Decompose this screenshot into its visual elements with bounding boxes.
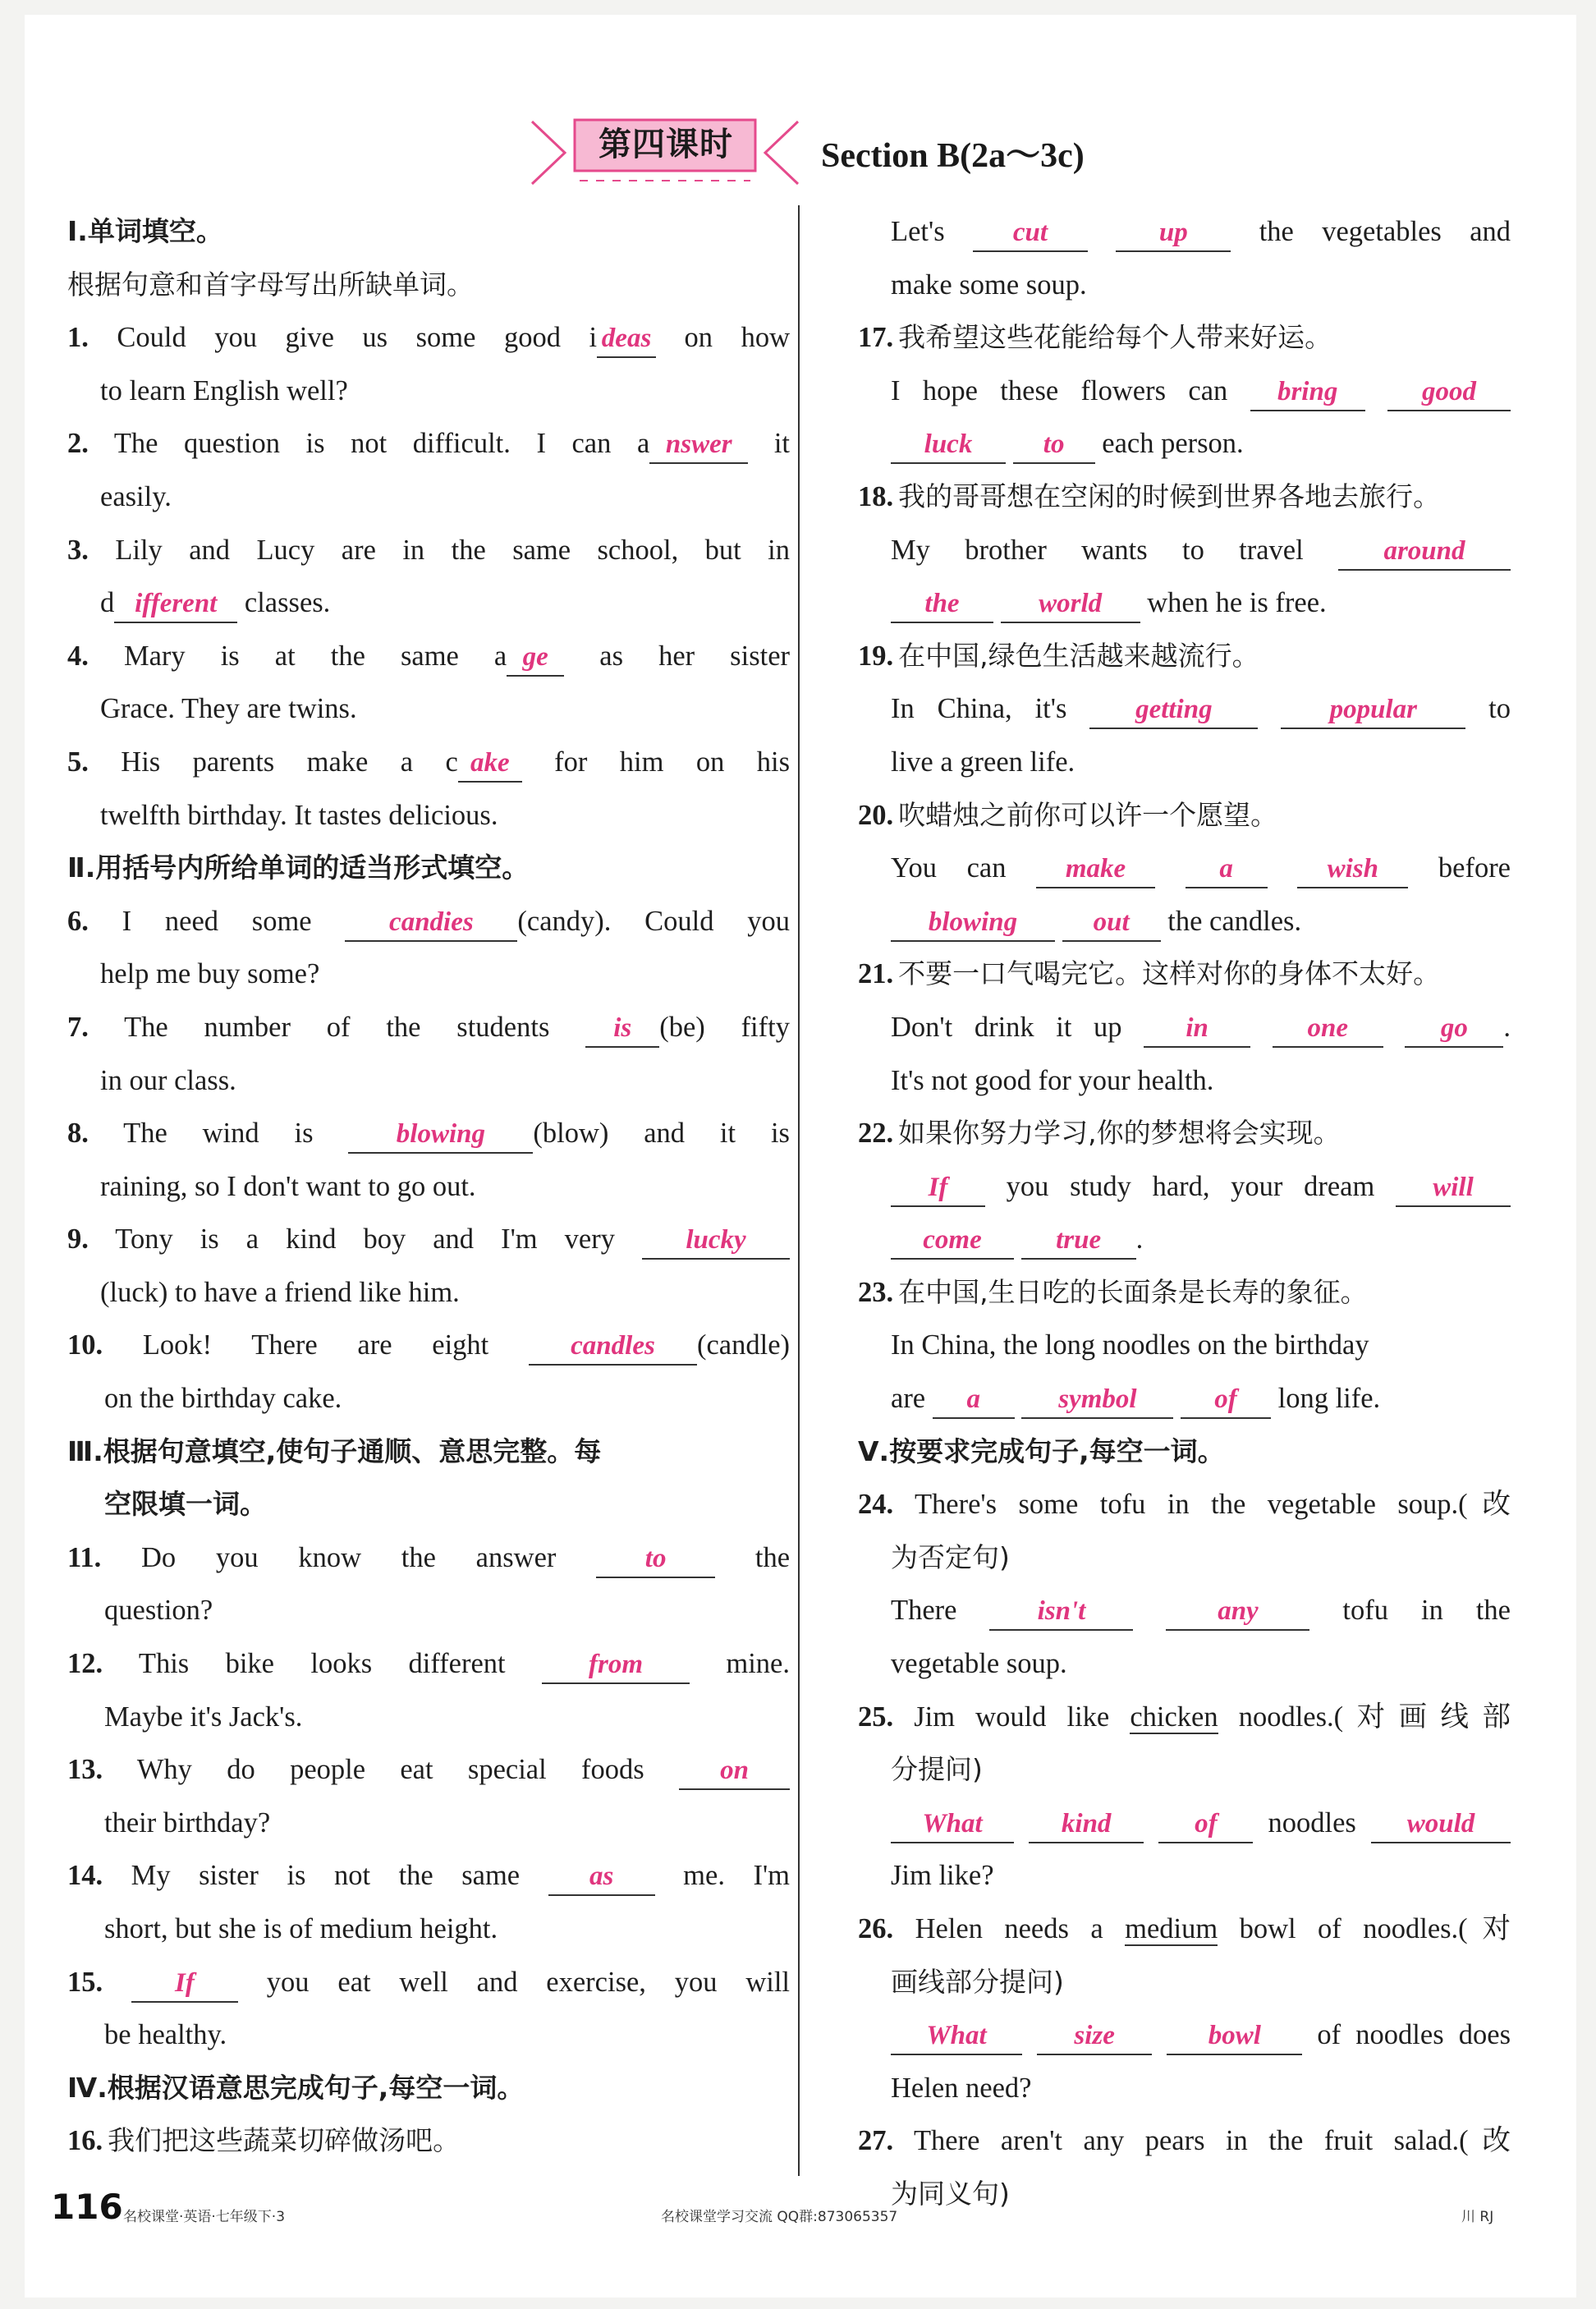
question-text: are: [891, 1383, 933, 1415]
question-item: [858, 1478, 1511, 1531]
question-text: for him on his: [521, 746, 791, 778]
question-number: 19.: [858, 640, 894, 672]
question-text: Could you give us some good i: [117, 322, 598, 354]
answer-blank[interactable]: from: [542, 1646, 690, 1684]
question-text: (blow) and it is: [533, 1118, 790, 1150]
question-number: 20.: [858, 799, 894, 831]
question-number: 26.: [858, 1913, 894, 1944]
question-text: each person.: [1094, 428, 1244, 460]
question-line: [67, 1160, 790, 1214]
question-text: classes.: [237, 587, 331, 619]
question-line: [858, 1160, 1511, 1214]
left-column: [67, 205, 790, 2168]
question-text: you eat well and exercise, you will: [237, 1966, 791, 1998]
question-number: 21.: [858, 958, 894, 990]
question-line: [67, 1584, 790, 1637]
section-heading: Ⅲ.根据句意填空,使句子通顺、意思完整。每: [67, 1435, 602, 1467]
question-text: help me buy some?: [100, 958, 320, 990]
question-text: The question is not difficult. I can a: [113, 428, 650, 460]
answer-blank[interactable]: as: [548, 1858, 655, 1896]
question-text: bowl of noodles.(对: [1218, 1913, 1511, 1944]
question-item: [67, 524, 790, 577]
question-text: Don't drink it up: [891, 1011, 1144, 1043]
chinese-prompt: 不要一口气喝完它。这样对你的身体不太好。: [898, 957, 1441, 990]
answer-blank[interactable]: will: [1396, 1169, 1511, 1207]
question-text: Maybe it's Jack's.: [104, 1701, 303, 1733]
question-item: [858, 2114, 1511, 2168]
question-text: noodles.(对画线部: [1218, 1701, 1511, 1733]
question-item: [67, 1319, 790, 1372]
question-text: [1014, 1223, 1021, 1255]
question-line: [858, 682, 1511, 736]
question-text: [1014, 1807, 1029, 1838]
question-number: 23.: [858, 1276, 894, 1308]
question-text: twelfth birthday. It tastes delicious.: [100, 799, 498, 831]
question-number: 3.: [67, 534, 89, 566]
question-item: [858, 1107, 1511, 1160]
question-text: [993, 587, 1001, 618]
question-number: 2.: [67, 428, 89, 460]
question-text: (candy). Could you: [517, 905, 790, 937]
chinese-prompt: 如果你努力学习,你的梦想将会实现。: [898, 1117, 1341, 1150]
answer-blank[interactable]: ake: [458, 745, 522, 783]
question-item: [858, 1266, 1511, 1320]
question-item: [67, 1001, 790, 1054]
question-item: [858, 1691, 1511, 1744]
answer-blank[interactable]: lucky: [642, 1222, 790, 1260]
question-text: short, but she is of medium height.: [104, 1913, 498, 1944]
answer-blank[interactable]: a: [1186, 851, 1268, 888]
question-line: [858, 1001, 1511, 1054]
question-line: [858, 524, 1511, 577]
question-text: [1152, 2019, 1167, 2050]
question-text: mine.: [690, 1648, 790, 1680]
answer-blank[interactable]: make: [1036, 851, 1155, 888]
question-line: [858, 2008, 1511, 2062]
answer-blank[interactable]: luck: [891, 426, 1006, 464]
question-number: 14.: [67, 1860, 103, 1892]
instruction-text: 画线部分提问): [891, 1965, 1064, 1998]
answer-blank[interactable]: size: [1037, 2018, 1152, 2055]
question-text: [1173, 1383, 1181, 1414]
chinese-prompt: 在中国,生日吃的长面条是长寿的象征。: [898, 1275, 1368, 1308]
question-text: [1250, 1012, 1273, 1043]
question-number: 6.: [67, 905, 89, 937]
answer-blank[interactable]: kind: [1029, 1806, 1144, 1843]
footer-group-info: 名校课堂学习交流 QQ群:873065357: [661, 2209, 898, 2225]
section-heading: Ⅱ.用括号内所给单词的适当形式填空。: [67, 852, 530, 884]
question-text: noodles: [1253, 1806, 1372, 1838]
answer-blank[interactable]: candles: [529, 1328, 697, 1366]
answer-blank[interactable]: to: [1013, 426, 1095, 464]
question-text: Tony is a kind boy and I'm very: [115, 1223, 642, 1255]
answer-blank[interactable]: come: [891, 1222, 1014, 1260]
question-text: make some soup.: [891, 269, 1087, 301]
section-heading-cont: 空限填一词。: [104, 1488, 267, 1521]
question-text: [1383, 1012, 1406, 1043]
question-number: 25.: [858, 1701, 894, 1733]
answer-blank[interactable]: What: [891, 2018, 1022, 2055]
answer-blank[interactable]: getting: [1089, 691, 1258, 729]
answer-blank[interactable]: cut: [973, 214, 1088, 252]
question-text: as her sister: [564, 640, 791, 672]
question-line: [858, 1213, 1511, 1266]
question-text: [1258, 693, 1281, 724]
question-text: the: [715, 1541, 791, 1573]
question-line: [858, 1637, 1511, 1691]
instruction-text: 分提问): [891, 1753, 983, 1786]
question-text: [1055, 906, 1062, 937]
question-text: be healthy.: [104, 2019, 227, 2051]
question-text: It's not good for your health.: [891, 1064, 1214, 1096]
question-text: His parents make a c: [121, 746, 458, 778]
question-text: Mary is at the same a: [123, 640, 507, 672]
question-item: [67, 1637, 790, 1691]
question-number: 18.: [858, 480, 894, 512]
question-text: [1088, 216, 1116, 247]
answer-blank[interactable]: go: [1405, 1010, 1503, 1048]
instruction-text: 根据句意和首字母写出所缺单词。: [67, 268, 474, 301]
question-line: [67, 471, 790, 524]
page-number: 116: [51, 2187, 123, 2227]
question-text: question?: [104, 1595, 213, 1627]
answer-blank[interactable]: isn't: [989, 1593, 1133, 1631]
question-line: [858, 205, 1511, 259]
question-item: [67, 2114, 790, 2168]
question-text: [1268, 852, 1298, 884]
question-number: 1.: [67, 322, 89, 354]
question-text: long life.: [1271, 1383, 1381, 1415]
question-text: [1365, 375, 1387, 406]
question-text: There's some tofu in the vegetable soup.(改: [914, 1489, 1511, 1521]
question-line: [858, 1797, 1511, 1850]
question-line: [858, 895, 1511, 948]
question-line: [67, 576, 790, 630]
section-heading: Ⅳ.根据汉语意思完成句子,每空一词。: [67, 2071, 525, 2104]
chinese-prompt: 我们把这些蔬菜切碎做汤吧。: [108, 2124, 461, 2157]
question-number: 15.: [67, 1966, 103, 1998]
question-text: raining, so I don't want to go out.: [100, 1170, 476, 1202]
question-number: 24.: [858, 1489, 894, 1521]
section-heading: Ⅴ.按要求完成句子,每空一词。: [858, 1435, 1225, 1467]
answer-blank[interactable]: in: [1144, 1010, 1250, 1048]
question-text: Lily and Lucy are in the same school, but in: [115, 534, 790, 566]
question-text: the vegetables and: [1231, 216, 1511, 247]
question-number: 17.: [858, 322, 894, 354]
question-text: [1155, 852, 1186, 884]
answer-blank[interactable]: one: [1273, 1010, 1383, 1048]
answer-blank[interactable]: any: [1166, 1593, 1309, 1631]
question-item: [67, 1213, 790, 1266]
answer-blank[interactable]: out: [1062, 904, 1161, 942]
answer-blank[interactable]: a: [933, 1381, 1015, 1419]
right-column: [858, 205, 1511, 2221]
question-text: me. I'm: [654, 1860, 791, 1892]
question-text: d: [100, 587, 115, 619]
question-line: [858, 1849, 1511, 1903]
question-text: [1022, 2019, 1037, 2050]
question-number: 9.: [67, 1223, 89, 1255]
answer-blank[interactable]: bring: [1250, 374, 1365, 411]
question-text: There aren't any pears in the fruit salad.(改: [913, 2125, 1511, 2157]
answer-blank[interactable]: on: [679, 1752, 790, 1790]
answer-blank[interactable]: symbol: [1021, 1381, 1173, 1419]
question-line: [67, 1372, 790, 1425]
answer-blank[interactable]: bowl: [1167, 2018, 1302, 2055]
question-item: [67, 1743, 790, 1797]
question-number: 13.: [67, 1754, 103, 1786]
question-item: [67, 1849, 790, 1903]
footer-book-info: 名校课堂·英语·七年级下·3: [123, 2209, 286, 2225]
question-text: The wind is: [123, 1118, 349, 1150]
answer-blank[interactable]: What: [891, 1806, 1014, 1843]
answer-blank[interactable]: nswer: [649, 426, 748, 464]
chinese-prompt: 在中国,绿色生活越来越流行。: [898, 639, 1259, 672]
question-line: [858, 1372, 1511, 1425]
question-text: before: [1408, 852, 1511, 884]
question-text: in our class.: [100, 1064, 236, 1096]
question-line: [858, 1584, 1511, 1637]
answer-blank[interactable]: good: [1387, 374, 1511, 411]
question-item: [67, 1107, 790, 1160]
question-text: [1144, 1807, 1158, 1838]
question-text: Helen needs a: [915, 1913, 1126, 1944]
question-line: [858, 736, 1511, 789]
question-item: [67, 1956, 790, 2009]
question-text: tofu in the: [1309, 1595, 1511, 1627]
question-number: 12.: [67, 1648, 103, 1680]
question-item: [858, 1903, 1511, 1956]
question-text: when he is free.: [1140, 587, 1327, 619]
question-line: [858, 365, 1511, 418]
lesson-header-badge: [525, 113, 805, 194]
lesson-label: 第四课时: [598, 126, 733, 163]
question-number: 11.: [67, 1541, 102, 1573]
question-text: their birthday?: [104, 1806, 271, 1838]
question-line: [67, 1797, 790, 1850]
answer-blank[interactable]: blowing: [348, 1116, 533, 1154]
question-text: Jim like?: [891, 1860, 994, 1892]
question-item: [858, 471, 1511, 524]
chinese-prompt: 吹蜡烛之前你可以许一个愿望。: [898, 798, 1278, 831]
question-number: 16.: [67, 2125, 103, 2157]
question-number: 8.: [67, 1118, 89, 1150]
question-line: [67, 948, 790, 1001]
question-text: I hope these flowers can: [891, 374, 1250, 406]
answer-blank[interactable]: the: [891, 585, 993, 623]
answer-blank[interactable]: around: [1338, 533, 1511, 571]
question-line: [67, 1266, 790, 1320]
question-line: [858, 576, 1511, 630]
question-text: Do you know the answer: [140, 1541, 597, 1573]
question-number: 27.: [858, 2125, 894, 2157]
question-text: In China, it's: [891, 693, 1090, 725]
question-text: of noodles does: [1302, 2019, 1511, 2051]
question-text: [1015, 1383, 1022, 1414]
question-number: 5.: [67, 746, 89, 778]
answer-blank[interactable]: world: [1001, 585, 1140, 623]
question-number: 4.: [67, 640, 89, 672]
footer-edition: 川 RJ: [1461, 2209, 1494, 2225]
question-text: it: [748, 428, 791, 460]
question-line: [858, 842, 1511, 895]
question-line: [858, 1054, 1511, 1108]
question-item: [858, 630, 1511, 683]
question-text: Grace. They are twins.: [100, 693, 357, 725]
question-line: [67, 682, 790, 736]
question-text: Let's: [891, 216, 973, 247]
chinese-prompt: 我的哥哥想在空闲的时候到世界各地去旅行。: [898, 480, 1441, 512]
answer-blank[interactable]: ge: [507, 639, 564, 677]
answer-blank[interactable]: If: [131, 1965, 238, 2003]
answer-blank[interactable]: to: [596, 1540, 715, 1578]
question-text: the candles.: [1160, 905, 1302, 937]
question-item: [858, 948, 1511, 1001]
question-text: (be) fifty: [659, 1011, 790, 1043]
answer-blank[interactable]: true: [1021, 1222, 1136, 1260]
question-item: [67, 895, 790, 948]
question-text: The number of the students: [124, 1011, 586, 1043]
question-text: to learn English well?: [100, 374, 348, 406]
question-text: Why do people eat special foods: [136, 1754, 679, 1786]
question-number: 22.: [858, 1118, 894, 1150]
question-text: My sister is not the same: [131, 1860, 548, 1892]
question-text: (luck) to have a friend like him.: [100, 1276, 460, 1308]
underlined-word: medium: [1125, 1913, 1218, 1944]
answer-blank[interactable]: blowing: [891, 904, 1055, 942]
answer-blank[interactable]: candies: [345, 904, 517, 942]
column-divider: [798, 205, 800, 2176]
question-item: [67, 736, 790, 789]
question-text: easily.: [100, 480, 172, 512]
question-line: [67, 365, 790, 418]
answer-blank[interactable]: of: [1158, 1806, 1253, 1843]
question-line: [67, 789, 790, 842]
question-line: [67, 2008, 790, 2062]
instruction-text: 为同义句): [891, 2177, 1010, 2210]
answer-blank[interactable]: wish: [1297, 851, 1408, 888]
question-text: This bike looks different: [138, 1648, 542, 1680]
instruction-text: 为否定句): [891, 1540, 1010, 1573]
section-heading: Ⅰ.单词填空。: [67, 215, 223, 247]
answer-blank[interactable]: deas: [597, 320, 656, 358]
question-item: [858, 311, 1511, 365]
question-text: .: [1135, 1223, 1144, 1255]
question-text: live a green life.: [891, 746, 1075, 778]
question-text: [1006, 428, 1013, 459]
question-line: [858, 417, 1511, 471]
question-text: There: [891, 1595, 990, 1627]
question-line: [858, 1319, 1511, 1372]
question-item: [67, 311, 790, 365]
question-line: [67, 1054, 790, 1108]
question-text: You can: [891, 852, 1037, 884]
answer-blank[interactable]: If: [891, 1169, 985, 1207]
question-text: Helen need?: [891, 2072, 1032, 2104]
question-text: (candle): [697, 1329, 791, 1361]
question-item: [67, 1531, 790, 1585]
question-text: on the birthday cake.: [104, 1383, 342, 1415]
question-text: .: [1503, 1011, 1511, 1043]
question-text: to: [1465, 693, 1511, 725]
question-text: I need some: [122, 905, 346, 937]
question-item: [67, 630, 790, 683]
question-item: [67, 417, 790, 471]
chinese-prompt: 我希望这些花能给每个人带来好运。: [898, 321, 1332, 354]
question-text: In China, the long noodles on the birthday: [891, 1329, 1369, 1361]
question-line: [67, 1903, 790, 1956]
question-text: Look! There are eight: [142, 1329, 529, 1361]
question-line: [858, 259, 1511, 312]
question-text: My brother wants to travel: [891, 534, 1338, 566]
question-item: [858, 789, 1511, 842]
question-text: vegetable soup.: [891, 1648, 1067, 1680]
answer-blank[interactable]: ifferent: [114, 585, 237, 623]
underlined-word: chicken: [1130, 1701, 1218, 1733]
question-number: 10.: [67, 1329, 103, 1361]
question-text: on how: [656, 322, 790, 354]
question-text: [1133, 1595, 1166, 1626]
answer-blank[interactable]: up: [1116, 214, 1231, 252]
question-text: you study hard, your dream: [985, 1170, 1396, 1202]
answer-blank[interactable]: of: [1181, 1381, 1271, 1419]
question-number: 7.: [67, 1011, 89, 1043]
question-text: Jim would like: [914, 1701, 1130, 1733]
question-line: [858, 2062, 1511, 2115]
answer-blank[interactable]: is: [585, 1010, 659, 1048]
answer-blank[interactable]: would: [1371, 1806, 1511, 1843]
question-line: [67, 1691, 790, 1744]
section-title: Section B(2a～3c): [821, 137, 1085, 175]
answer-blank[interactable]: popular: [1281, 691, 1465, 729]
